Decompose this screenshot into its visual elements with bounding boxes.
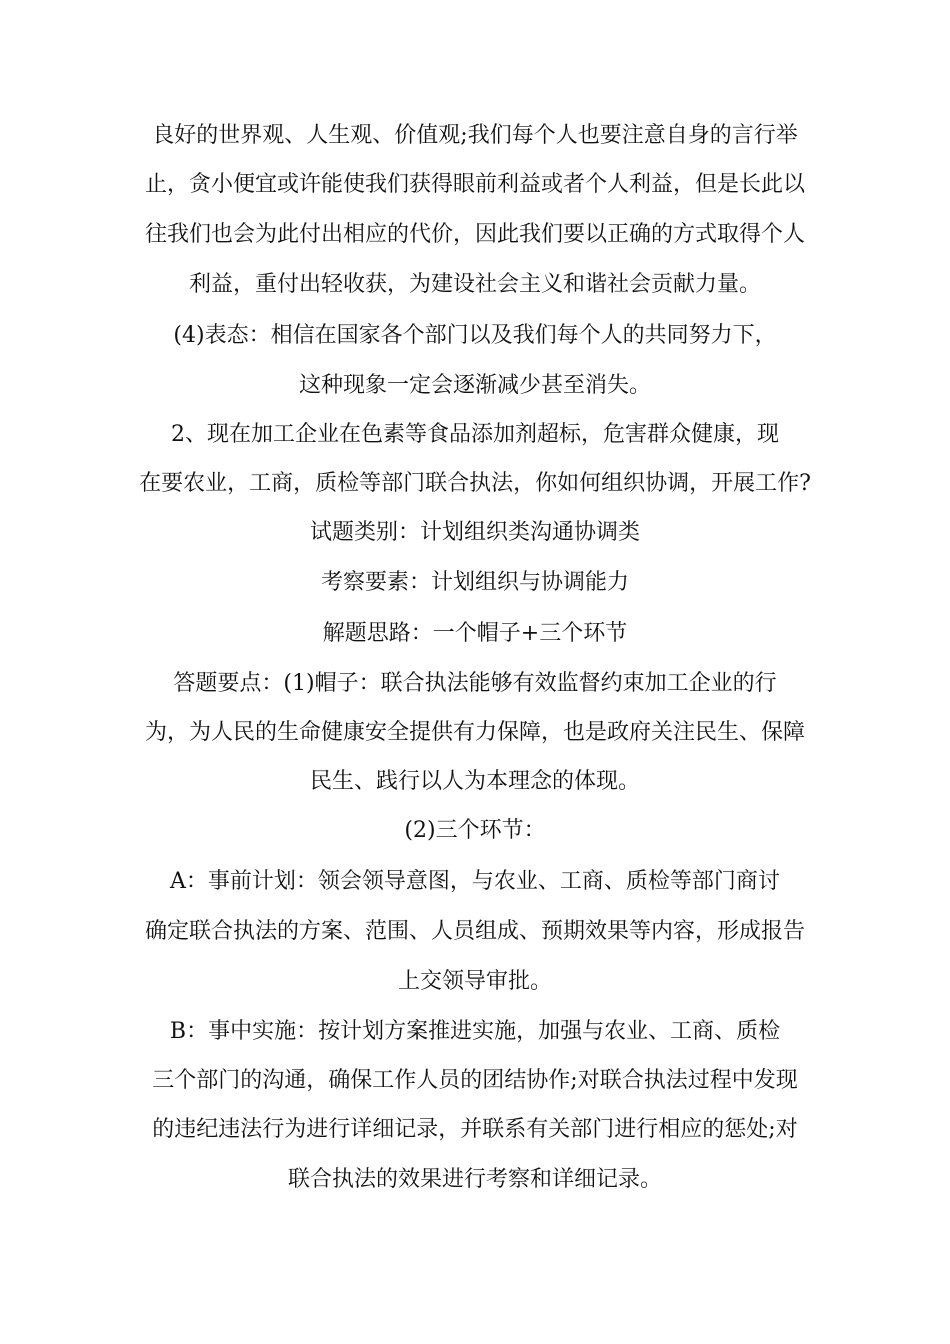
text-line: 上交领导审批。 bbox=[397, 969, 552, 994]
text-line: 答题要点：(1)帽子：联合执法能够有效监督约束加工企业的行 bbox=[173, 671, 777, 696]
text-line: 三个部门的沟通，确保工作人员的团结协作;对联合执法过程中发现 bbox=[152, 1068, 798, 1093]
text-line: 2、现在加工企业在色素等食品添加剂超标，危害群众健康，现 bbox=[171, 422, 779, 447]
text-line: 良好的世界观、人生观、价值观;我们每个人也要注意自身的言行举 bbox=[152, 123, 798, 148]
text-line: 确定联合执法的方案、范围、人员组成、预期效果等内容，形成报告 bbox=[144, 919, 805, 944]
text-line: 考察要素：计划组织与协调能力 bbox=[320, 570, 629, 595]
text-line: 为，为人民的生命健康安全提供有力保障，也是政府关注民生、保障 bbox=[144, 720, 805, 745]
text-line: 试题类别：计划组织类沟通协调类 bbox=[309, 520, 640, 545]
text-line: (2)三个环节： bbox=[404, 818, 546, 843]
text-line: 解题思路：一个帽子+三个环节 bbox=[322, 621, 628, 646]
text-line: 利益，重付出轻收获，为建设社会主义和谐社会贡献力量。 bbox=[188, 272, 761, 297]
text-line: 联合执法的效果进行考察和详细记录。 bbox=[287, 1167, 662, 1192]
text-line: 在要农业，工商，质检等部门联合执法，你如何组织协调，开展工作? bbox=[139, 471, 811, 496]
text-line: 这种现象一定会逐渐减少甚至消失。 bbox=[298, 373, 651, 398]
text-line: 止，贪小便宜或许能使我们获得眼前利益或者个人利益，但是长此以 bbox=[144, 172, 805, 197]
text-line: B：事中实施：按计划方案推进实施，加强与农业、工商、质检 bbox=[169, 1019, 781, 1044]
text-line: (4)表态：相信在国家各个部门以及我们每个人的共同努力下， bbox=[173, 323, 777, 348]
text-line: 的违纪违法行为进行详细记录，并联系有关部门进行相应的惩处;对 bbox=[152, 1117, 798, 1142]
text-line: 往我们也会为此付出相应的代价，因此我们要以正确的方式取得个人 bbox=[144, 222, 805, 247]
text-line: A：事前计划：领会领导意图，与农业、工商、质检等部门商讨 bbox=[170, 869, 780, 894]
text-line: 民生、践行以人为本理念的体现。 bbox=[309, 769, 640, 794]
